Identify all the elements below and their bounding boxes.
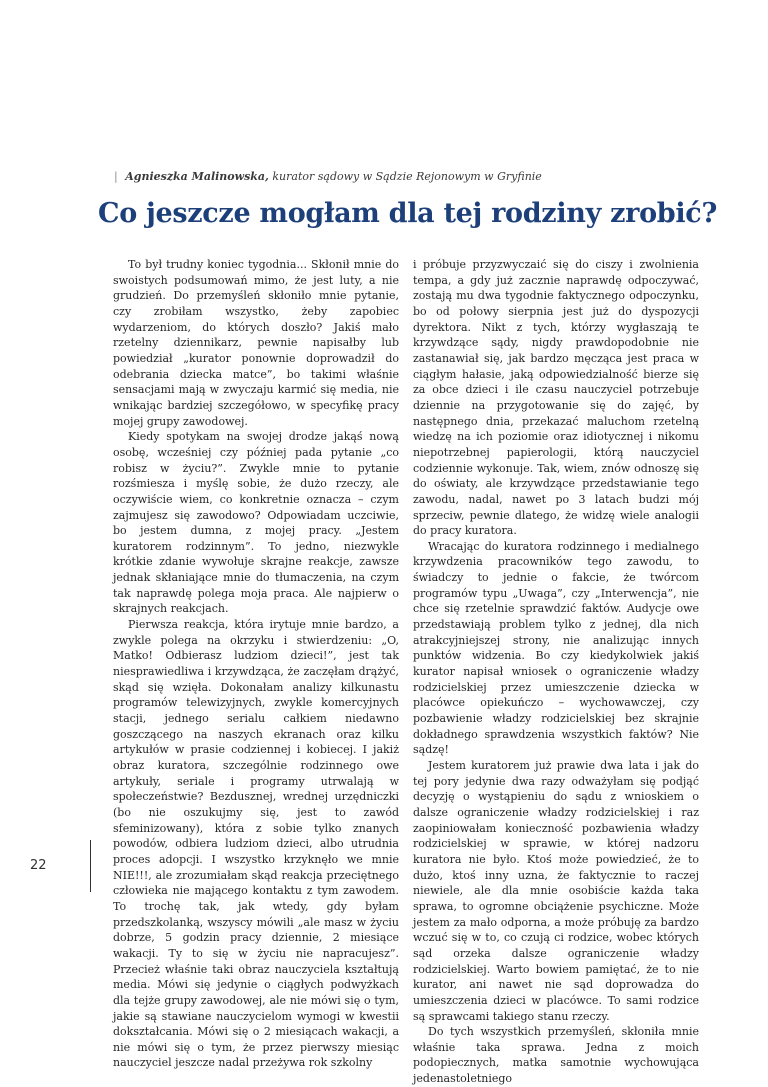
page-number: 22	[30, 858, 47, 873]
left-column	[113, 257, 399, 1071]
byline-author: Agnieszka Malinowska,	[125, 170, 269, 183]
paragraph: Wracając do kuratora rodzinnego i medialnego krzywdzenia pracowników tego zawodu, to świadczy to jednie o fakcie, że twórcom programów typu „Uwaga”, czy „Interwencja”, nie chce się rzetelnie sprawdzić faktów. Audycje owe przedstawiają problem tylko z jednej, dla nich atrakcyjniejszej strony, nie analizując innych punktów widzenia. Bo czy kiedykolwiek jakiś kurator napisał wniosek o ograniczenie władzy rodzicielskiej przez umieszczenie dziecka w placówce opiekuńczo – wychowawczej, czy pozbawienie władzy rodzicielskiej bez skrajnie dokładnego sprawdzenia wszystkich faktów? Nie sądzę!	[413, 539, 699, 757]
paragraph: Pierwsza reakcja, która irytuje mnie bardzo, a zwykle polega na okrzyku i stwierdzeniu: „O, Matko! Odbierasz ludziom dzieci!”, jest tak niesprawiedliwa i krzywdząca, że zaczęłam drążyć, skąd się wzięła. Dokonałam analizy kilkunastu programów telewizyjnych, zwykle komercyjnych stacji, jednego serialu całkiem niedawno goszczącego na naszych ekranach oraz kilku artykułów w prasie codziennej i kobiecej. I jakiż obraz kuratora, szczególnie rodzinnego owe artykuły, seriale i programy utrwalają w społeczeństwie? Bezdusznej, wrednej urzędniczki (bo nie oszukujmy się, jest to zawód sfeminizowany), która z sobie tylko znanych powodów, odbiera ludziom dzieci, albo utrudnia proces adopcji. I wszystko krzyknęło we mnie NIE!!!, ale zrozumiałam skąd reakcja przeciętnego człowieka nie mającego kontaktu z tym zawodem. To trochę tak, jak wtedy, gdy byłam przedszkolanką, wszyscy mówili „ale masz w życiu dobrze, 5 godzin pracy dziennie, 2 miesiące wakacji. Ty to się w życiu nie napracujesz”. Przecież właśnie taki obraz nauczyciela kształtują media. Mówi się jedynie o ciągłych podwyżkach dla tejże grupy zawodowej, ale nie mówi się o tym, jakie są stawiane nauczycielom wymogi w kwestii dokształcania. Mówi się o 2 miesiącach wakacji, a nie mówi się o tym, że przez pierwszy miesiąc nauczyciel jeszcze nadal przeżywa rok szkolny	[113, 618, 399, 1070]
article-title: Co jeszcze mogłam dla tej rodziny zrobić?	[98, 198, 717, 229]
byline-role: kurator sądowy w Sądzie Rejonowym w Gryfinie	[268, 170, 542, 183]
byline-separator: |	[114, 170, 118, 183]
paragraph: i próbuje przyzwyczaić się do ciszy i zwolnienia tempa, a gdy już zacznie naprawdę odpoczywać, zostają mu dwa tygodnie faktycznego odpoczynku, bo od połowy sierpnia jest już do dyspozycji dyrektora. Nikt z tych, którzy wygłaszają te krzywdzące sądy, nigdy prawdopodobnie nie zastanawiał się, jak bardzo męcząca jest praca w ciągłym hałasie, jaką odpowiedzialność bierze się za obce dzieci i ile czasu nauczyciel potrzebuje dziennie na przygotowanie się do zajęć, by następnego dnia, przekazać maluchom rzetelną wiedzę na ich poziomie oraz idiotycznej i nikomu niepotrzebnej papierologii, którą nauczyciel codziennie wykonuje. Tak, wiem, znów odnoszę się do oświaty, ale krzywdzące przedstawianie tego zawodu, nadal, nawet po 3 latach budzi mój sprzeciw, pewnie dlatego, że widzę wiele analogii do pracy kuratora.	[413, 258, 699, 538]
paragraph: Do tych wszystkich przemyśleń, skłoniła mnie właśnie taka sprawa. Jedna z moich podopiecznych, matka samotnie wychowująca jedenastoletniego	[413, 1025, 699, 1086]
paragraph: To był trudny koniec tygodnia... Skłonił mnie do swoistych podsumowań mimo, że jest luty, a nie grudzień. Do przemyśleń skłoniło mnie pytanie, czy zrobiłam wszystko, żeby zapobiec wydarzeniom, do których doszło? Jakiś mało rzetelny dziennikarz, pewnie napisałby lub powiedział „kurator ponownie doprowadził do odebrania dziecka matce”, bo takimi właśnie sensacjami mają w zwyczaju karmić się media, nie wnikając bardziej szczegółowo, w specyfikę pracy mojej grupy zawodowej.	[113, 258, 399, 428]
page-number-rule	[90, 840, 91, 892]
right-column	[413, 257, 699, 1087]
byline	[114, 170, 674, 183]
paragraph: Kiedy spotykam na swojej drodze jakąś nową osobę, wcześniej czy później pada pytanie „co robisz w życiu?”. Zwykle mnie to pytanie rozśmiesza i myślę sobie, że dużo rzeczy, ale oczywiście wiem, co konkretnie oznacza – czym zajmujesz się zawodowo? Odpowiadam uczciwie, bo jestem dumna, z mojej pracy. „Jestem kuratorem rodzinnym”. To jedno, niezwykle krótkie zdanie wywołuje skrajne reakcje, zawsze jednak skłaniające mnie do tłumaczenia, na czym tak naprawdę polega moja praca. Ale najpierw o skrajnych reakcjach.	[113, 430, 399, 616]
paragraph: Jestem kuratorem już prawie dwa lata i jak do tej pory jedynie dwa razy odważyłam się podjąć decyzję o wystąpieniu do sądu z wnioskiem o dalsze ograniczenie władzy rodzicielskiej i raz zaopiniowałam konieczność pozbawienia władzy rodzicielskiej w sprawie, w której nadzoru kuratora nie było. Ktoś może powiedzieć, że to dużo, ktoś inny uzna, że faktycznie to raczej niewiele, ale dla mnie osobiście każda taka sprawa, to ogromne obciążenie psychiczne. Może jestem za mało odporna, a może próbuję za bardzo wczuć się w to, co czują ci rodzice, wobec których sąd orzeka dalsze ograniczenie władzy rodzicielskiej. Warto bowiem pamiętać, że to nie kurator, ani nawet nie sąd doprowadza do umieszczenia dzieci w placówce. To sami rodzice są sprawcami takiego stanu rzeczy.	[413, 759, 699, 1023]
